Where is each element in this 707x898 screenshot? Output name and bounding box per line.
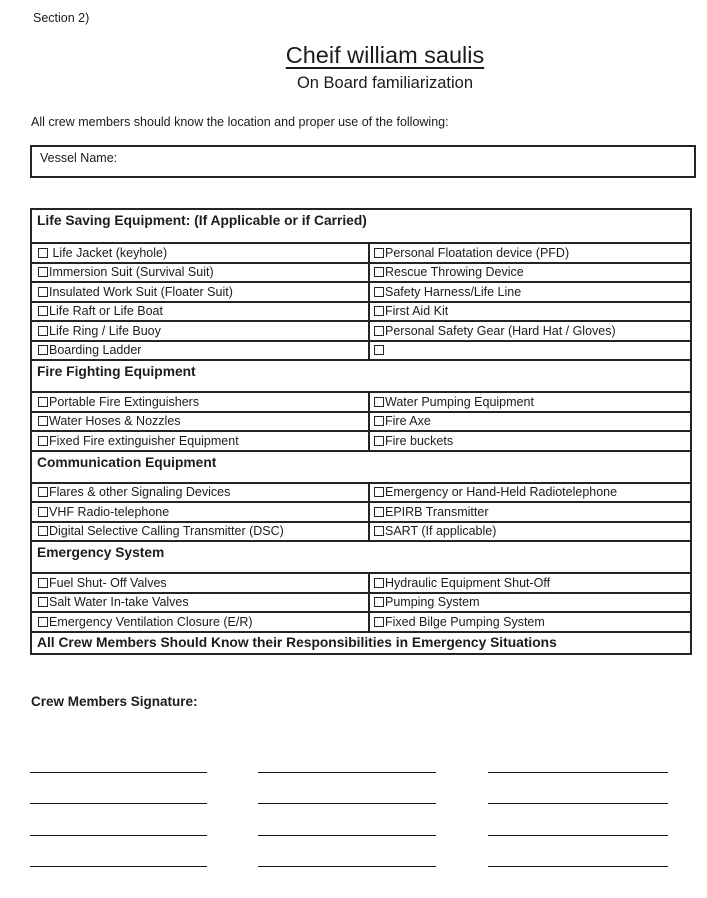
intro-text: All crew members should know the location and proper use of the following: xyxy=(31,115,449,129)
signature-line xyxy=(30,866,207,867)
checkbox-icon xyxy=(374,248,384,258)
checkbox-icon xyxy=(374,416,384,426)
checkbox-icon xyxy=(38,287,48,297)
checkbox-icon xyxy=(38,326,48,336)
checklist-cell xyxy=(32,283,370,301)
checkbox-icon xyxy=(38,306,48,316)
signature-line xyxy=(258,866,436,867)
vessel-name-field xyxy=(30,145,696,178)
checklist-row xyxy=(32,592,690,612)
checkbox-icon xyxy=(374,617,384,627)
signature-line xyxy=(488,866,668,867)
vessel-name-label: Vessel Name: xyxy=(40,151,118,165)
checklist-cell xyxy=(370,484,690,502)
checklist-cell xyxy=(370,264,690,282)
document-title xyxy=(63,41,707,69)
checklist-item-label: Hydraulic Equipment Shut-Off xyxy=(385,575,551,590)
checklist-cell xyxy=(32,523,370,541)
checklist-cell xyxy=(370,613,690,631)
checklist-row xyxy=(32,262,690,282)
checklist-row xyxy=(32,430,690,450)
checkbox-icon xyxy=(38,617,48,627)
checklist-item-label: Safety Harness/Life Line xyxy=(385,284,522,299)
checkbox-icon xyxy=(374,436,384,446)
checkbox-icon xyxy=(374,287,384,297)
checklist-row xyxy=(32,411,690,431)
checklist-cell xyxy=(32,303,370,321)
checklist-item-label: EPIRB Transmitter xyxy=(385,504,489,519)
checklist-item-label: Water Hoses & Nozzles xyxy=(49,414,181,428)
checklist-item-label: Boarding Ladder xyxy=(49,343,142,357)
checklist-row xyxy=(32,242,690,262)
checklist-cell xyxy=(370,393,690,411)
checklist-section-header: Life Saving Equipment: (If Applicable or if Carried) xyxy=(37,213,367,228)
checkbox-icon xyxy=(374,578,384,588)
checklist-item-label: Fixed Bilge Pumping System xyxy=(385,614,545,629)
checklist-row xyxy=(32,482,690,502)
checklist-item-label: Water Pumping Equipment xyxy=(385,394,534,409)
checkbox-icon xyxy=(374,487,384,497)
signature-line xyxy=(30,835,207,836)
signature-line xyxy=(488,803,668,804)
checklist-item-label: Fire Axe xyxy=(385,414,431,428)
checkbox-icon xyxy=(374,326,384,336)
checklist-item-label: Rescue Throwing Device xyxy=(385,265,524,279)
checklist-cell xyxy=(32,432,370,450)
checkbox-icon xyxy=(38,436,48,446)
checklist-item-label: Insulated Work Suit (Floater Suit) xyxy=(49,284,233,299)
checklist-section-header: Communication Equipment xyxy=(32,450,690,482)
checklist-row xyxy=(32,501,690,521)
checklist-row xyxy=(32,521,690,541)
checklist-item-label: Fixed Fire extinguisher Equipment xyxy=(49,433,239,448)
checklist-item-label: Flares & other Signaling Devices xyxy=(49,485,231,499)
checklist-cell xyxy=(32,484,370,502)
checklist-item-label: VHF Radio-telephone xyxy=(49,504,170,519)
checklist-item-label: Immersion Suit (Survival Suit) xyxy=(49,265,214,279)
checklist-table xyxy=(30,208,692,655)
checklist-item-label: Personal Safety Gear (Hard Hat / Gloves) xyxy=(385,323,616,338)
checkbox-icon xyxy=(374,267,384,277)
checklist-cell xyxy=(370,322,690,340)
checklist-row xyxy=(32,572,690,592)
checklist-item-label: Fire buckets xyxy=(385,433,454,448)
checkbox-icon xyxy=(38,248,48,258)
checklist-cell xyxy=(370,303,690,321)
checkbox-icon xyxy=(38,597,48,607)
checklist-cell xyxy=(32,264,370,282)
checkbox-icon xyxy=(38,397,48,407)
checklist-row xyxy=(32,301,690,321)
checklist-cell xyxy=(370,432,690,450)
checklist-cell xyxy=(32,503,370,521)
signature-line xyxy=(258,835,436,836)
checklist-cell xyxy=(370,413,690,431)
checklist-cell xyxy=(370,523,690,541)
checklist-cell xyxy=(32,413,370,431)
checklist-cell xyxy=(32,613,370,631)
checklist-item-label: Portable Fire Extinguishers xyxy=(49,394,200,409)
checklist-cell xyxy=(370,503,690,521)
checkbox-icon xyxy=(374,597,384,607)
signature-line xyxy=(258,803,436,804)
checklist-cell xyxy=(32,322,370,340)
signature-line xyxy=(30,803,207,804)
checkbox-icon xyxy=(374,345,384,355)
checklist-row xyxy=(32,611,690,631)
checkbox-icon xyxy=(38,507,48,517)
checklist-cell xyxy=(370,342,690,360)
checklist-cell xyxy=(370,244,690,262)
checkbox-icon xyxy=(38,487,48,497)
checklist-item-label: Pumping System xyxy=(385,595,480,609)
checklist-item-label: Life Ring / Life Buoy xyxy=(49,323,161,338)
checklist-item-label: Salt Water In-take Valves xyxy=(49,595,189,609)
checkbox-icon xyxy=(374,526,384,536)
checklist-row xyxy=(32,391,690,411)
document-subtitle: On Board familiarization xyxy=(296,74,474,92)
checklist-section-header: Emergency System xyxy=(32,540,690,572)
checklist-cell xyxy=(32,342,370,360)
checklist-cell xyxy=(32,594,370,612)
checklist-cell xyxy=(32,244,370,262)
checklist-item-label: Fuel Shut- Off Valves xyxy=(49,575,167,590)
checklist-cell xyxy=(370,574,690,592)
checklist-item-label: Emergency Ventilation Closure (E/R) xyxy=(49,614,253,629)
signature-line xyxy=(258,772,436,773)
checkbox-icon xyxy=(374,306,384,316)
checklist-section-header: Fire Fighting Equipment xyxy=(32,359,690,391)
document-title-text: Cheif william saulis xyxy=(285,42,485,68)
checklist-row xyxy=(32,281,690,301)
checklist-item-label: Personal Floatation device (PFD) xyxy=(385,245,570,260)
checklist-item-label: Digital Selective Calling Transmitter (DSC) xyxy=(49,524,284,538)
signature-line xyxy=(488,835,668,836)
checkbox-icon xyxy=(38,345,48,355)
checklist-item-label: Life Jacket (keyhole) xyxy=(49,245,168,260)
checklist-row xyxy=(32,340,690,360)
checklist-row xyxy=(32,320,690,340)
checklist-item-label: Life Raft or Life Boat xyxy=(49,304,163,318)
checkbox-icon xyxy=(38,416,48,426)
checklist-item-label: SART (If applicable) xyxy=(385,524,497,538)
checkbox-icon xyxy=(38,578,48,588)
checkbox-icon xyxy=(374,507,384,517)
checklist-cell xyxy=(370,283,690,301)
signature-line xyxy=(488,772,668,773)
checklist-cell xyxy=(370,594,690,612)
checkbox-icon xyxy=(38,267,48,277)
checklist-cell xyxy=(32,574,370,592)
checkbox-icon xyxy=(374,397,384,407)
checklist-footer-note: All Crew Members Should Know their Responsibilities in Emergency Situations xyxy=(32,631,690,654)
checklist-cell xyxy=(32,393,370,411)
signature-heading: Crew Members Signature: xyxy=(31,694,198,709)
checkbox-icon xyxy=(38,526,48,536)
section-label: Section 2) xyxy=(33,11,90,25)
signature-line xyxy=(30,772,207,773)
checklist-item-label: First Aid Kit xyxy=(385,304,449,318)
checklist-item-label: Emergency or Hand-Held Radiotelephone xyxy=(385,485,618,499)
